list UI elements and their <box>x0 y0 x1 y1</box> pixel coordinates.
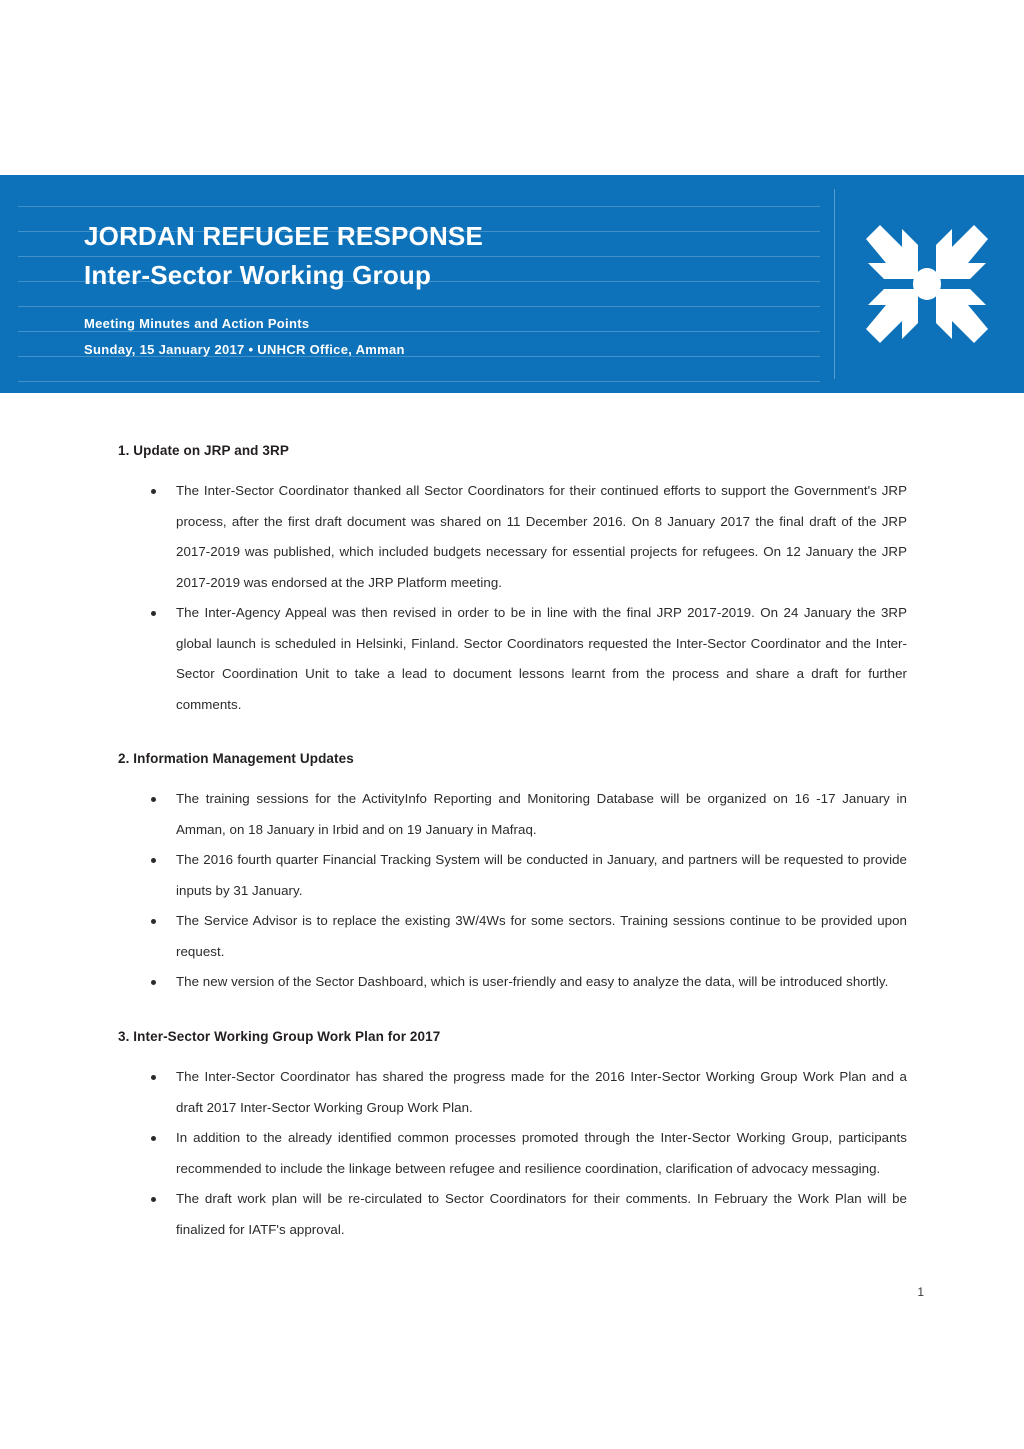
list-item: The Service Advisor is to replace the existing 3W/4Ws for some sectors. Training sessions continue to be provided upon request. <box>0 906 1024 967</box>
banner-rule-line <box>18 206 820 207</box>
banner-vertical-divider <box>834 189 835 379</box>
section-3 <box>0 998 1024 1245</box>
section-2-heading: 2. Information Management Updates <box>118 751 354 767</box>
banner-title-main: JORDAN REFUGEE RESPONSE <box>84 221 484 251</box>
list-item: The Inter-Agency Appeal was then revised in order to be in line with the final JRP 2017-2019. On 24 January the 3RP global launch is scheduled in Helsinki, Finland. Sector Coordinators requested the Inter-Sector Coordinator and the Inter-Sector Coordination Unit to take a lead to document lessons learnt from the process and share a draft for further comments. <box>0 598 1024 720</box>
document-body <box>0 393 1024 1245</box>
page-number: 1 <box>917 1285 924 1299</box>
list-item: The Inter-Sector Coordinator thanked all Sector Coordinators for their continued efforts to support the Government's JRP process, after the first draft document was shared on 11 December 2016. On 8 January 2017 the final draft of the JRP 2017-2019 was published, which included budgets necessary for essential projects for refugees. On 12 January the JRP 2017-2019 was endorsed at the JRP Platform meeting. <box>0 476 1024 598</box>
banner-meta-document-type: Meeting Minutes and Action Points <box>84 316 310 331</box>
list-item: The 2016 fourth quarter Financial Tracking System will be conducted in January, and partners will be requested to provide inputs by 31 January. <box>0 845 1024 906</box>
section-2 <box>0 720 1024 998</box>
section-2-bullet-list <box>0 784 1024 998</box>
list-item: The draft work plan will be re-circulated to Sector Coordinators for their comments. In February the Work Plan will be finalized for IATF's approval. <box>0 1184 1024 1245</box>
list-item: The training sessions for the ActivityInfo Reporting and Monitoring Database will be organized on 16 -17 January in Amman, on 18 January in Irbid and on 19 January in Mafraq. <box>0 784 1024 845</box>
section-1-bullet-list <box>0 476 1024 720</box>
list-item: The Inter-Sector Coordinator has shared the progress made for the 2016 Inter-Sector Working Group Work Plan and a draft 2017 Inter-Sector Working Group Work Plan. <box>0 1062 1024 1123</box>
section-3-heading: 3. Inter-Sector Working Group Work Plan for 2017 <box>118 1028 441 1044</box>
section-1 <box>0 393 1024 720</box>
banner-rule-line <box>18 331 820 332</box>
banner-rule-line <box>18 381 820 382</box>
banner-rule-line <box>18 256 820 257</box>
banner-meta-date-location: Sunday, 15 January 2017 • UNHCR Office, Amman <box>84 342 405 357</box>
banner-title-sub: Inter-Sector Working Group <box>84 260 432 290</box>
list-item: In addition to the already identified common processes promoted through the Inter-Sector Working Group, participants recommended to include the linkage between refugee and resilience coordination, clarification of advocacy messaging. <box>0 1123 1024 1184</box>
list-item: The new version of the Sector Dashboard, which is user-friendly and easy to analyze the data, will be introduced shortly. <box>0 967 1024 998</box>
banner-rule-line <box>18 306 820 307</box>
section-1-heading: 1. Update on JRP and 3RP <box>118 443 289 458</box>
inter-sector-convergence-logo-icon <box>862 223 992 345</box>
section-3-bullet-list <box>0 1062 1024 1245</box>
document-header-banner <box>0 175 1024 393</box>
